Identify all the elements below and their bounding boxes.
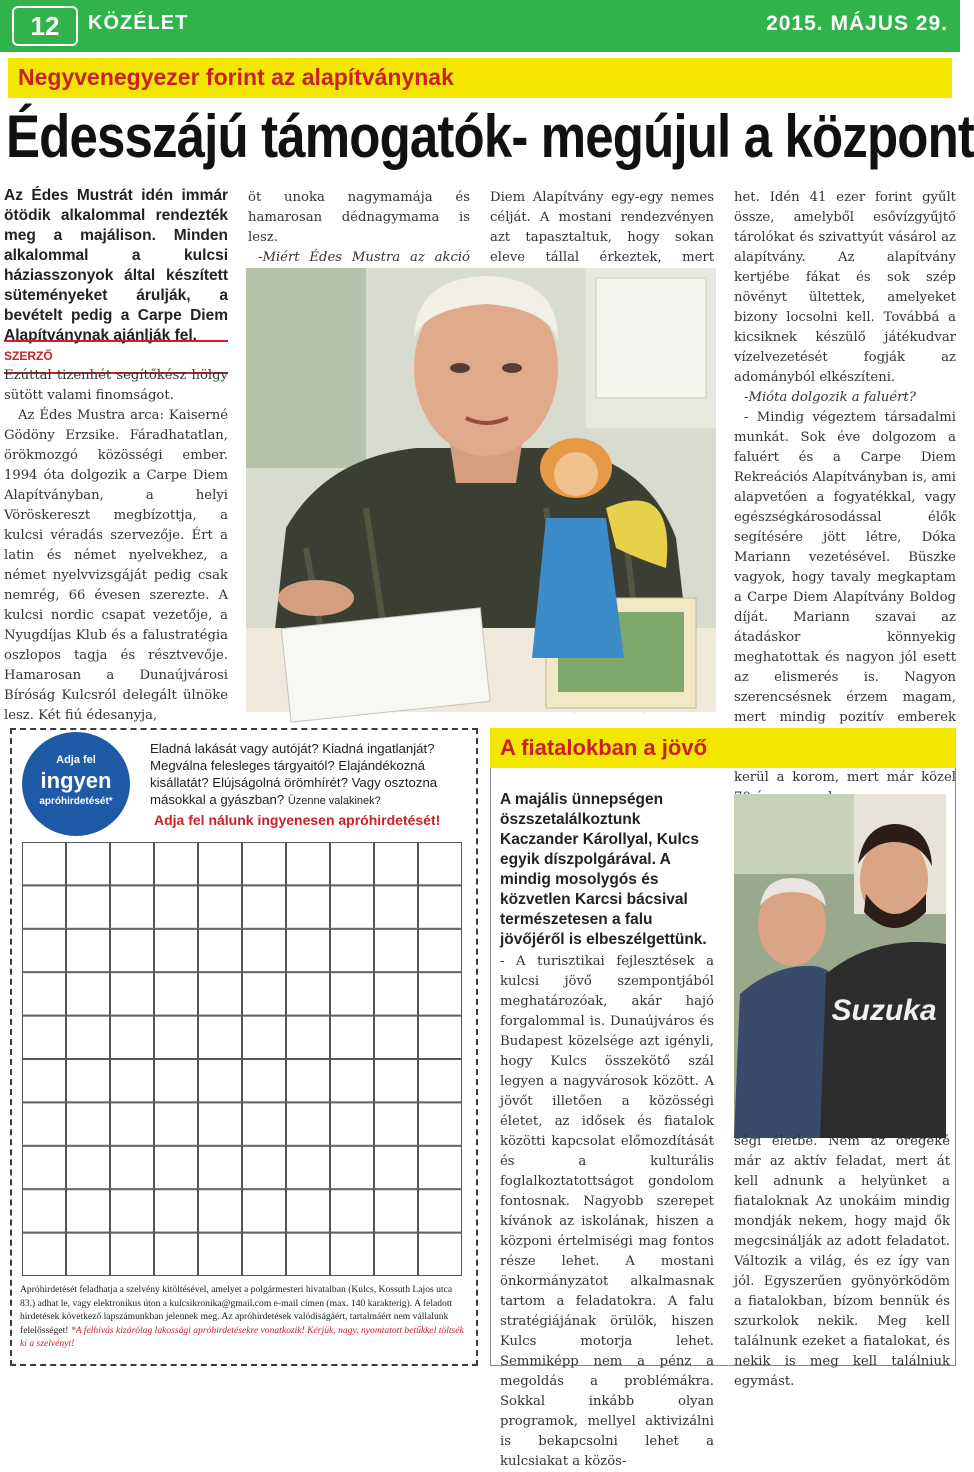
grid-cell[interactable] [111,843,154,885]
paragraph: - A turisztikai fejlesztések a kulcsi jövő szempontjából meghatározóak, akár hajó forgalommal is. Dunaújváros és Budapest közelsége azt igényli, hogy Kulcs összekötő szál legyen a nagyvárosok között. A jövőt illetően a közösségi életet, az idősek és fiatalok közötti kapcsolat előmozdítását és a kulturális foglalkoztatottságot gondolom fontosnak. Nagyobb szerepet kívánok az iskolának, hiszen a közponi értelmiségi mag fontos része lehet. A mostani önkormányzatot alkalmasnak tartom a feladatokra. A falu stratégiájának örülök, hiszen Kulcs motorja lehet. Semmiképp nem a pénz a megoldás a problémákra. Sokkal inkább olyan programok, mellyel aktivizálni is bekapcsolni lehet a kulcsiakat a közös- [500,954,714,1469]
grid-cell[interactable] [111,1060,154,1102]
ad-call-to-action: Adja fel nálunk ingyenesen apróhirdetését! [154,812,441,828]
grid-cell[interactable] [155,929,198,971]
side-article-title: A fiatalokban a jövő [500,735,708,760]
grid-cell[interactable] [287,1103,330,1145]
grid-cell[interactable] [67,929,110,971]
paragraph: Ezúttal tizenhét segítőkész hölgy sütött valami finomságot. [4,368,228,403]
grid-cell[interactable] [375,886,418,928]
kicker-bar [8,58,952,98]
grid-cell[interactable] [331,1190,374,1232]
grid-cell[interactable] [23,1016,66,1058]
kicker-text: Negyvenegyezer forint az alapítványnak [18,64,454,90]
ad-note-text: Apróhirdetését feladhatja a szelvény kitöltésével, amelyet a polgármesteri hivatalban (Kulcs, Kossuth Lajos utca 83.) adhat le, vagy elektronikus úton a kulcsikronika@gmail.com e-mail címen (max. 140 karakterig). A feladott hirdetések következő lapszámunkban jelennek meg. Az apróhirdetések valódiságáért, tartalmáért nem vállalunk felelősséget! [20,1284,453,1336]
grid-cell[interactable] [331,1233,374,1275]
issue-date: 2015. MÁJUS 29. [766,12,948,35]
grid-cell[interactable] [111,1190,154,1232]
grid-cell[interactable] [419,843,462,885]
grid-cell[interactable] [111,929,154,971]
shirt-text: Suzuka [831,994,937,1027]
grid-cell[interactable] [111,1233,154,1275]
grid-cell[interactable] [111,1146,154,1188]
logo-main-text: ingyen [40,768,112,793]
ad-text [150,740,468,810]
side-article-photo [734,794,946,1138]
grid-cell[interactable] [419,973,462,1015]
grid-cell[interactable] [419,1190,462,1232]
grid-cell[interactable] [375,1103,418,1145]
grid-cell[interactable] [243,1060,286,1102]
grid-cell[interactable] [23,1233,66,1275]
grid-cell[interactable] [375,1190,418,1232]
grid-cell[interactable] [375,1060,418,1102]
grid-cell[interactable] [331,1146,374,1188]
grid-cell[interactable] [67,1190,110,1232]
grid-cell[interactable] [287,843,330,885]
grid-cell[interactable] [111,973,154,1015]
grid-cell[interactable] [23,973,66,1015]
grid-cell[interactable] [23,929,66,971]
grid-cell[interactable] [155,1190,198,1232]
grid-cell[interactable] [243,1103,286,1145]
grid-cell[interactable] [155,843,198,885]
portrait-illustration [246,268,716,712]
grid-cell[interactable] [419,1146,462,1188]
grid-cell[interactable] [199,1060,242,1102]
logo-top-text: Adja fel [56,754,96,766]
grid-cell[interactable] [375,1233,418,1275]
author-label: SZERZŐ [4,340,228,363]
paragraph: - Mindig végeztem társadalmi munkát. Sok éve dolgozom a faluért és a Carpe Diem Rekreációs Alapítványban is, ami alapvetően a fogyatékkal, vagy egészségkárosodással élők segítésére jött létre, Dóka Mariann vezetésével. Büszke vagyok, hogy tavaly megkaptam a Carpe Diem Alapítvány Boldog díját. Mariann szavai az átadáskor könnyekig meghatottak és nagyon jól esett az elismerés is. Nagyon szerencsésnek érzem magam, mert mindig pozitív emberek kerül a korom, mert már közel [734,410,956,785]
logo-bottom-text: apróhirdetését* [39,796,113,807]
interview-question: -Mióta dolgozik a faluért? [744,390,916,405]
article-column-4 [734,188,956,808]
grid-cell[interactable] [155,1016,198,1058]
grid-cell[interactable] [155,886,198,928]
ad-note-warning: *A felhívás kizárólag lakossági apróhirdetésekre vonatkozik! Kérjük, nagy, nyomtatott betűkkel töltsék ki a szelvényt! [20,1324,464,1349]
grid-cell[interactable] [375,973,418,1015]
side-article-column-1 [500,952,714,1472]
ad-questions-small: Üzenne valakinek? [287,795,381,807]
paragraph: Diem Alapítvány egy-egy nemes célját. A mostani rendezvényen azt tapasztaltuk, hogy sokan eleve tállal érkeztek, mert [490,190,714,265]
grid-cell[interactable] [331,929,374,971]
grid-cell[interactable] [199,843,242,885]
grid-cell[interactable] [419,1103,462,1145]
grid-cell[interactable] [331,1060,374,1102]
grid-cell[interactable] [331,1103,374,1145]
ad-form-grid[interactable] [22,842,462,1276]
side-article-header [490,728,956,768]
grid-cell[interactable] [287,886,330,928]
grid-cell[interactable] [419,1233,462,1275]
grid-cell[interactable] [155,1146,198,1188]
section-title: KÖZÉLET [88,12,189,34]
grid-cell[interactable] [375,929,418,971]
main-photo [246,268,716,712]
grid-cell[interactable] [243,1190,286,1232]
grid-cell[interactable] [199,1016,242,1058]
two-men-illustration [734,794,946,1138]
grid-cell[interactable] [111,886,154,928]
grid-cell[interactable] [243,1146,286,1188]
ad-note [20,1283,468,1351]
grid-cell[interactable] [23,886,66,928]
grid-cell[interactable] [199,1233,242,1275]
grid-cell[interactable] [199,929,242,971]
grid-cell[interactable] [375,1146,418,1188]
paragraph: Az Édes Mustra arca: Kaiserné Gödöny Erzsike. Fáradhatatlan, örökmozgó közösségi ember. 1994 óta dolgozik a Carpe Diem Alapítványban, a helyi Vöröskereszt megbízottja, a kulcsi véradás szervezője. Ért a latin és német nyelvekhez, a német nyelvvizsgáját pedig csak nemrég, 66 évesen szerezte. A kulcsi nordic csapat vezetője, a Nyugdíjas Klub és a falustratégia oszlopos tagja és résztvevője. Hamarosan a Dunaújvárosi Bíróság Kulcsról delegált ülnöke lesz. Két fiú édesanyja, [4,408,228,723]
side-article-lead: A majális ünnepségen öszszetalálkoztunk Kaczander Károllyal, Kulcs egyik díszpolgárával. A mindig mosolygós és közvetlen Karcsi bácsival természetesen a falu jövőjéről is elbeszélgettünk. [500,791,707,948]
grid-cell[interactable] [67,1233,110,1275]
grid-cell[interactable] [67,886,110,928]
grid-cell[interactable] [23,1060,66,1102]
interview-question: -Miért Édes Mustra az akció [258,250,470,265]
grid-cell[interactable] [287,973,330,1015]
grid-cell[interactable] [155,1060,198,1102]
grid-cell[interactable] [243,929,286,971]
side-article-column-2 [734,1132,950,1392]
grid-cell[interactable] [419,929,462,971]
paragraph: ségi életbe. Nem az öregeké már az aktív feladat, mert át kell adnunk a helyünket a fiataloknak Az unokáim mindig mondják nekem, hogy majd ők megcsinálják az adott feladatot. Változik a világ, és ez így van jól. Egyszerűen gyönyörködöm a fiatalokban, bízom bennük és szurkolok nekik. Meg kell találnunk ezeket a fiatalokat, és nekik is meg kell találniuk egymást. [734,1134,950,1389]
grid-cell[interactable] [331,1016,374,1058]
grid-cell[interactable] [243,886,286,928]
grid-cell[interactable] [243,1233,286,1275]
grid-cell[interactable] [67,1146,110,1188]
grid-cell[interactable] [67,1060,110,1102]
grid-cell[interactable] [287,1190,330,1232]
grid-cell[interactable] [111,1016,154,1058]
grid-cell[interactable] [287,929,330,971]
grid-cell[interactable] [67,1016,110,1058]
grid-cell[interactable] [23,1103,66,1145]
grid-cell[interactable] [111,1103,154,1145]
grid-cell[interactable] [287,1016,330,1058]
grid-cell[interactable] [23,1190,66,1232]
grid-cell[interactable] [199,1190,242,1232]
paragraph: öt unoka nagymamája és hamarosan dédnagymama is lesz. [248,190,470,245]
grid-cell[interactable] [375,1016,418,1058]
grid-cell[interactable] [331,843,374,885]
grid-cell[interactable] [199,1146,242,1188]
free-ad-logo [22,732,130,836]
grid-cell[interactable] [419,1016,462,1058]
grid-cell[interactable] [419,1060,462,1102]
grid-cell[interactable] [287,1146,330,1188]
grid-cell[interactable] [67,1103,110,1145]
grid-cell[interactable] [67,973,110,1015]
grid-cell[interactable] [287,1233,330,1275]
grid-cell[interactable] [23,843,66,885]
paragraph: het. Idén 41 ezer forint gyűlt össze, amelyből esővízgyűjtő tárolókat és szivattyút vásárol az alapítvány. Az alapítvány kertjébe fákat és sok szép növényt ültettek, amelyeket bizony locsolni kell. Továbbá a kicsiknek készülő játékudvar vízelvezetését fogják az adományból elkészíteni. [734,190,956,385]
grid-cell[interactable] [23,1146,66,1188]
grid-cell[interactable] [199,973,242,1015]
grid-cell[interactable] [419,886,462,928]
grid-cell[interactable] [155,1103,198,1145]
grid-cell[interactable] [287,1060,330,1102]
grid-cell[interactable] [331,973,374,1015]
grid-cell[interactable] [155,973,198,1015]
article-lead: Az Édes Mustrát idén immár ötödik alkalommal rendezték meg a majálison. Minden alkalommal a kulcsi háziasszonyok által készített süteményeket árulják, a bevételt pedig a Carpe Diem Alapítványnak ajánlják fel. [4,187,228,344]
page-number: 12 [12,6,78,46]
grid-cell[interactable] [243,843,286,885]
grid-cell[interactable] [199,886,242,928]
ad-questions: Eladná lakását vagy autóját? Kiadná ingatlanját? Megválna felesleges tárgyaitól? Elajándékozná kisállatát? Elújságolná örömhírét? Vagy osztozna másokkal a gyászban? [150,741,438,807]
grid-cell[interactable] [331,886,374,928]
grid-cell[interactable] [67,843,110,885]
headline: Édesszájú támogatók- megújul a központ [6,103,974,170]
grid-cell[interactable] [375,843,418,885]
grid-cell[interactable] [155,1233,198,1275]
grid-cell[interactable] [243,1016,286,1058]
grid-cell[interactable] [243,973,286,1015]
grid-cell[interactable] [199,1103,242,1145]
article-column-1 [4,366,228,726]
ad-grid-cells[interactable] [22,842,462,1276]
